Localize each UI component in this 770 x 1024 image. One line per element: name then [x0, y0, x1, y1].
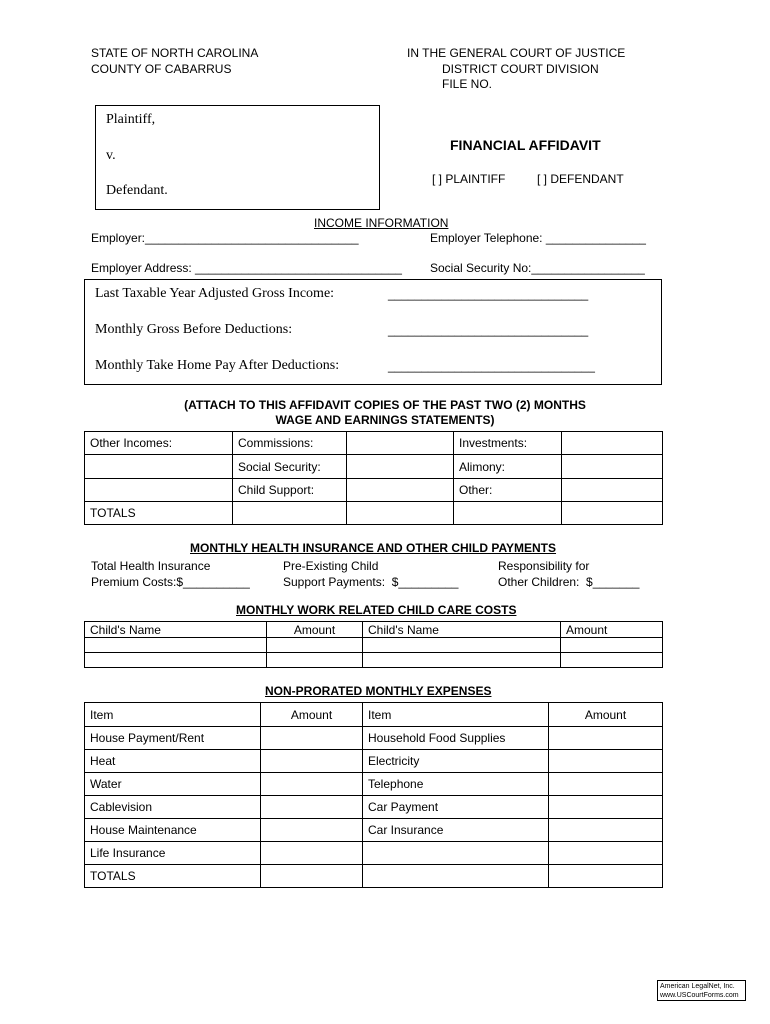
expense-item	[363, 842, 549, 865]
other-amount[interactable]	[562, 479, 663, 502]
table-row	[85, 432, 663, 455]
gross-label: Monthly Gross Before Deductions:	[95, 322, 293, 337]
childcare-amount-header-2: Amount	[561, 622, 663, 638]
publisher-url[interactable]: www.USCourtForms.com	[660, 992, 739, 999]
state-label: STATE OF NORTH CAROLINA	[91, 46, 259, 60]
expenses-table	[84, 702, 663, 888]
court-label: IN THE GENERAL COURT OF JUSTICE	[407, 46, 626, 60]
defendant-label: Defendant.	[106, 183, 168, 198]
employer-telephone-field[interactable]: Employer Telephone: _______________	[430, 231, 646, 245]
childcare-amount-header: Amount	[267, 622, 363, 638]
expense-item	[363, 865, 549, 888]
table-row	[85, 819, 663, 842]
publisher-footer	[657, 980, 746, 1001]
health-premium-field[interactable]: Premium Costs:$__________	[91, 575, 250, 589]
attach-note-line1: (ATTACH TO THIS AFFIDAVIT COPIES OF THE PAST TWO (2) MONTHS	[184, 398, 586, 412]
social-security-amount[interactable]	[347, 455, 454, 479]
other-incomes-table	[84, 431, 663, 525]
table-row	[85, 750, 663, 773]
page-title: FINANCIAL AFFIDAVIT	[450, 137, 601, 153]
other-label: Other:	[454, 479, 562, 502]
child-support-payments-field[interactable]: Support Payments: $_________	[283, 575, 459, 589]
expense-item: House Maintenance	[85, 819, 261, 842]
expense-item: Heat	[85, 750, 261, 773]
totals-amount-2[interactable]	[562, 502, 663, 525]
table-row	[85, 638, 663, 653]
employer-field[interactable]: Employer:________________________________	[91, 231, 359, 245]
totals-label: TOTALS	[85, 502, 233, 525]
expenses-item-header-2: Item	[363, 703, 549, 727]
agi-field[interactable]: ______________________________	[388, 287, 589, 301]
totals-amount-1[interactable]	[347, 502, 454, 525]
childcare-name-header-2: Child's Name	[363, 622, 561, 638]
table-row	[85, 796, 663, 819]
table-row	[85, 773, 663, 796]
expense-item: Car Payment	[363, 796, 549, 819]
employer-address-field[interactable]: Employer Address: _______________________________	[91, 261, 402, 275]
social-security-label: Social Security:	[233, 455, 347, 479]
expenses-totals-label: TOTALS	[85, 865, 261, 888]
alimony-label: Alimony:	[454, 455, 562, 479]
childcare-table	[84, 621, 663, 668]
plaintiff-checkbox[interactable]: [ ] PLAINTIFF	[432, 172, 506, 186]
table-row	[85, 703, 663, 727]
expense-item: Telephone	[363, 773, 549, 796]
health-col3-line1: Responsibility for	[498, 559, 590, 573]
table-row	[85, 455, 663, 479]
investments-label: Investments:	[454, 432, 562, 455]
expense-item: Cablevision	[85, 796, 261, 819]
plaintiff-label: Plaintiff,	[106, 112, 156, 127]
childcare-name-header: Child's Name	[85, 622, 267, 638]
attach-note-line2: WAGE AND EARNINGS STATEMENTS)	[275, 413, 495, 427]
expenses-item-header: Item	[85, 703, 261, 727]
division-label: DISTRICT COURT DIVISION	[442, 62, 599, 76]
investments-amount[interactable]	[562, 432, 663, 455]
versus-label: v.	[106, 148, 116, 163]
health-heading: MONTHLY HEALTH INSURANCE AND OTHER CHILD PAYMENTS	[190, 541, 557, 555]
income-heading: INCOME INFORMATION	[314, 216, 449, 230]
child-support-amount[interactable]	[347, 479, 454, 502]
county-label: COUNTY OF CABARRUS	[91, 62, 232, 76]
expense-item: Water	[85, 773, 261, 796]
alimony-amount[interactable]	[562, 455, 663, 479]
expense-item: Electricity	[363, 750, 549, 773]
expense-item: Car Insurance	[363, 819, 549, 842]
table-row	[85, 502, 663, 525]
commissions-amount[interactable]	[347, 432, 454, 455]
takehome-field[interactable]: _______________________________	[388, 359, 595, 373]
other-incomes-label: Other Incomes:	[85, 432, 233, 455]
table-row	[85, 622, 663, 638]
table-row	[85, 727, 663, 750]
gross-field[interactable]: ______________________________	[388, 323, 589, 337]
table-row	[85, 653, 663, 668]
expense-item: House Payment/Rent	[85, 727, 261, 750]
publisher-name: American LegalNet, Inc.	[660, 983, 735, 990]
table-row	[85, 479, 663, 502]
table-row	[85, 842, 663, 865]
childcare-heading: MONTHLY WORK RELATED CHILD CARE COSTS	[236, 603, 517, 617]
ssn-field[interactable]: Social Security No:_________________	[430, 261, 645, 275]
child-support-label: Child Support:	[233, 479, 347, 502]
health-col1-line1: Total Health Insurance	[91, 559, 211, 573]
table-row	[85, 865, 663, 888]
health-col2-line1: Pre-Existing Child	[283, 559, 379, 573]
commissions-label: Commissions:	[233, 432, 347, 455]
expense-item: Household Food Supplies	[363, 727, 549, 750]
defendant-checkbox[interactable]: [ ] DEFENDANT	[537, 172, 624, 186]
expenses-heading: NON-PRORATED MONTHLY EXPENSES	[265, 684, 492, 698]
takehome-label: Monthly Take Home Pay After Deductions:	[95, 358, 340, 373]
other-children-field[interactable]: Other Children: $_______	[498, 575, 640, 589]
agi-label: Last Taxable Year Adjusted Gross Income:	[95, 286, 335, 301]
file-no-label: FILE NO.	[442, 77, 493, 91]
expense-item: Life Insurance	[85, 842, 261, 865]
expenses-amount-header: Amount	[261, 703, 363, 727]
expenses-amount-header-2: Amount	[549, 703, 663, 727]
